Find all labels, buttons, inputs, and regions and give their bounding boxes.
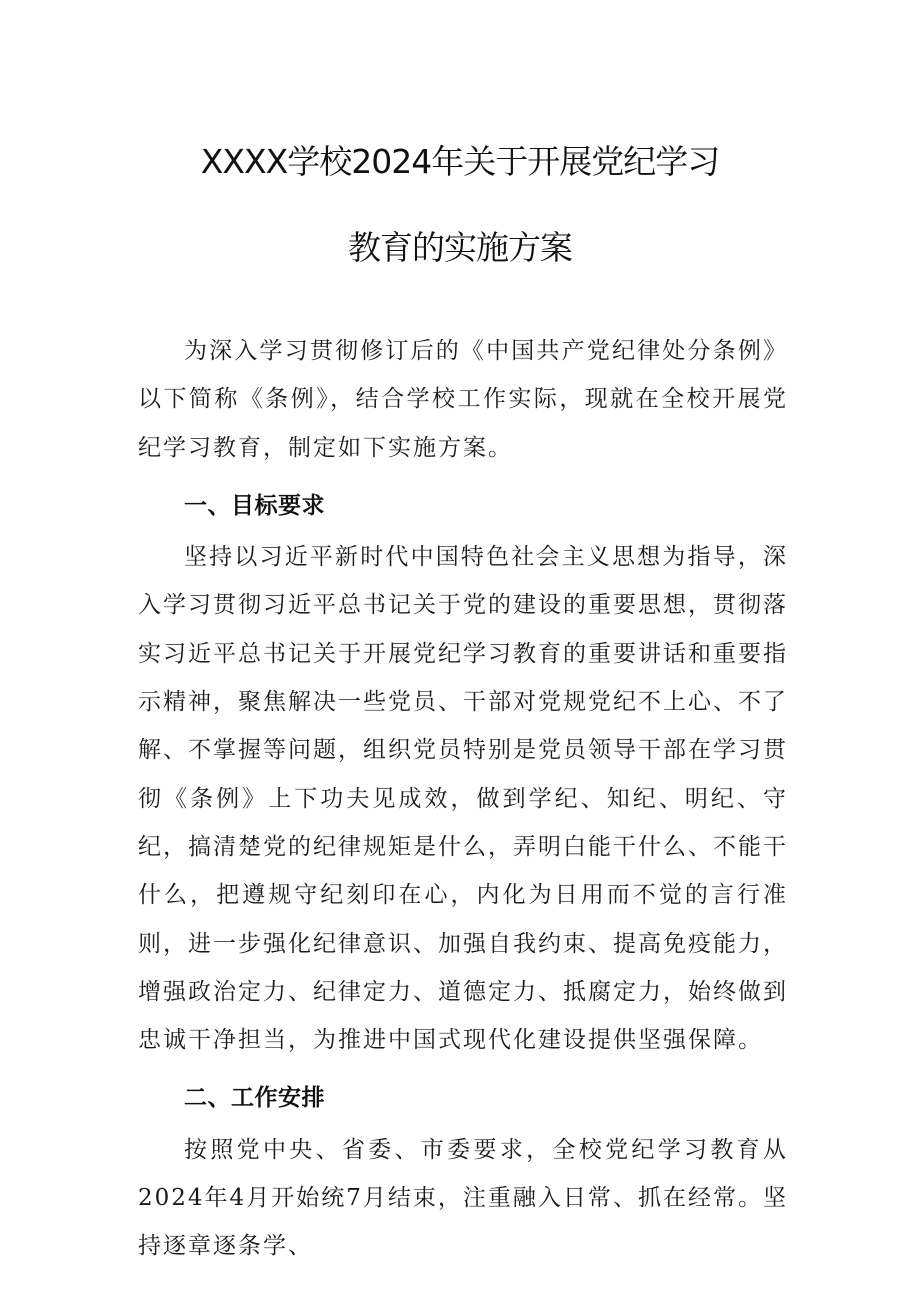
document-title-line-2: 教育的实施方案 [348,228,572,267]
section-gap [138,472,788,482]
document-title-line-1: XXXX学校2024年关于开展党纪学习 [200,142,720,181]
section-heading-goals: 一、目标要求 [184,492,325,519]
arrangement-paragraph: 按照党中央、省委、市委要求，全校党纪学习教育从2024年4月开始统7月结束，注重融入日常、抓在经常。坚持逐章逐条学、 [138,1136,788,1260]
intro-paragraph: 为深入学习贯彻修订后的《中国共产党纪律处分条例》以下简称《条例》，结合学校工作实际，现就在全校开展党纪学习教育，制定如下实施方案。 [138,338,788,461]
section-heading-arrangement: 二、工作安排 [184,1085,325,1112]
goals-paragraph: 坚持以习近平新时代中国特色社会主义思想为指导，深入学习贯彻习近平总书记关于党的建设的重要思想，贯彻落实习近平总书记关于开展党纪学习教育的重要讲话和重要指示精神，聚焦解决一些党员、干部对党规党纪不上心、不了解、不掌握等问题，组织党员特别是党员领导干部在学习贯彻《条例》上下功夫见成效，做到学纪、知纪、明纪、守纪，搞清楚党的纪律规矩是什么，弄明白能干什么、不能干什么，把遵规守纪刻印在心，内化为日用而不觉的言行准则，进一步强化纪律意识、加强自我约束、提高免疫能力，增强政治定力、纪律定力、道德定力、抵腐定力，始终做到忠诚干净担当，为推进中国式现代化建设提供坚强保障。 [138,544,788,1054]
document-body [138,327,788,1271]
section-gap [138,1064,788,1074]
